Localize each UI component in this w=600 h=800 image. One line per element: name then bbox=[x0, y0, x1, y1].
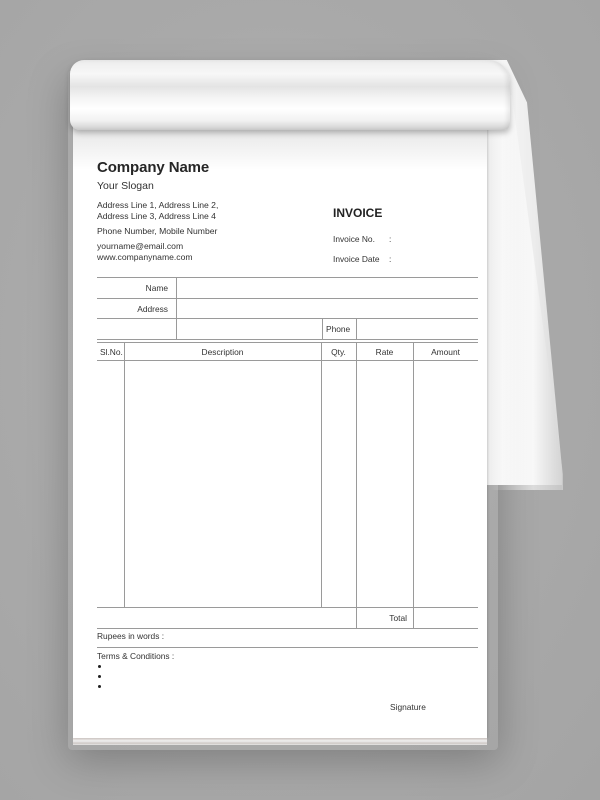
table-top-line bbox=[97, 342, 478, 343]
terms-conditions-label: Terms & Conditions : bbox=[97, 651, 175, 661]
terms-bullet bbox=[98, 675, 101, 678]
customer-phone-label: Phone bbox=[326, 324, 351, 334]
company-slogan: Your Slogan bbox=[97, 180, 154, 192]
column-divider bbox=[356, 318, 357, 339]
signature-label: Signature bbox=[390, 702, 426, 712]
column-header-description: Description bbox=[201, 347, 244, 357]
company-name: Company Name bbox=[97, 159, 210, 176]
rule-line bbox=[97, 647, 478, 648]
column-divider bbox=[176, 277, 177, 339]
invoice-number-label: Invoice No. bbox=[333, 234, 375, 244]
company-address-line-1: Address Line 1, Address Line 2, bbox=[97, 200, 219, 210]
customer-address-field-2[interactable] bbox=[182, 325, 318, 335]
customer-address-label: Address bbox=[137, 304, 168, 314]
invoice-number-separator: : bbox=[389, 234, 392, 244]
company-email: yourname@email.com bbox=[97, 241, 184, 251]
terms-bullet bbox=[98, 685, 101, 688]
table-bottom-line bbox=[97, 607, 478, 608]
rule-line bbox=[97, 628, 478, 629]
column-header-rate: Rate bbox=[375, 347, 394, 357]
customer-name-field[interactable] bbox=[182, 284, 472, 294]
company-website: www.companyname.com bbox=[97, 252, 193, 262]
invoice-date-label: Invoice Date bbox=[333, 254, 380, 264]
rupees-in-words-label: Rupees in words : bbox=[97, 631, 165, 641]
company-phone: Phone Number, Mobile Number bbox=[97, 226, 218, 236]
column-header-amount: Amount bbox=[431, 347, 460, 357]
invoice-title: INVOICE bbox=[333, 206, 383, 220]
column-header-qty: Qty. bbox=[331, 347, 346, 357]
customer-name-label: Name bbox=[145, 283, 168, 293]
column-divider bbox=[322, 318, 323, 339]
items-table-body[interactable] bbox=[98, 362, 478, 606]
rule-line bbox=[97, 298, 478, 299]
rule-line bbox=[97, 277, 478, 278]
company-address-line-2: Address Line 3, Address Line 4 bbox=[97, 211, 216, 221]
table-header-line bbox=[97, 360, 478, 361]
invoice-date-separator: : bbox=[389, 254, 392, 264]
total-label: Total bbox=[389, 613, 407, 623]
total-amount-field[interactable] bbox=[418, 614, 474, 624]
column-header-sl-no: Sl.No. bbox=[100, 347, 123, 357]
customer-address-field[interactable] bbox=[182, 305, 472, 315]
terms-bullet bbox=[98, 665, 101, 668]
rule-line bbox=[97, 339, 478, 340]
rule-line bbox=[97, 318, 478, 319]
customer-phone-field[interactable] bbox=[362, 325, 472, 335]
rolled-page-top bbox=[70, 60, 510, 130]
